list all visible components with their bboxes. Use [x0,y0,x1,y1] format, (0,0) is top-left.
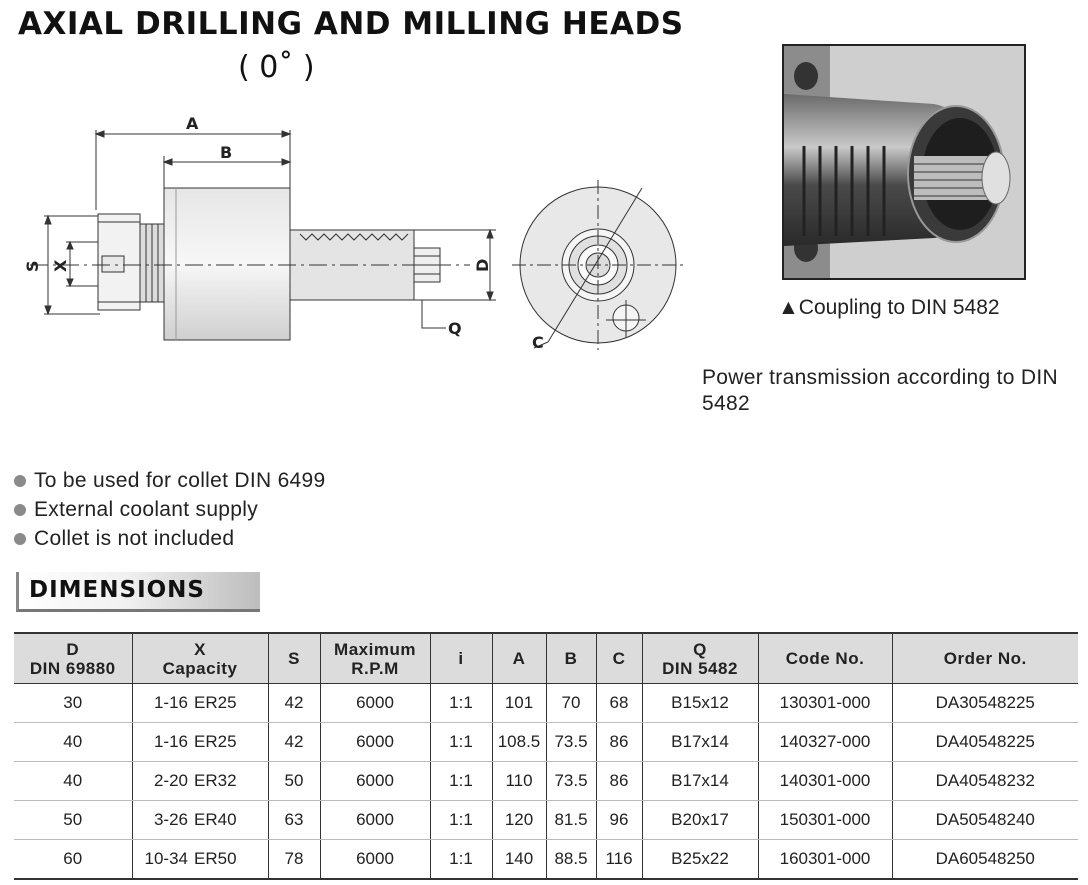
cell-b: 81.5 [546,801,596,840]
table-row [14,762,1078,801]
cell-code: 160301-000 [758,840,892,880]
cell-er: ER32 [194,762,268,801]
cell-order: DA30548225 [892,684,1078,723]
header-order: Order No. [892,633,1078,684]
cell-i: 1:1 [430,762,492,801]
dim-label-s: S [23,260,42,272]
page-title: AXIAL DRILLING AND MILLING HEADS [18,6,684,42]
dim-label-x: X [51,259,70,272]
cell-s: 78 [268,840,320,880]
cell-rpm: 6000 [320,723,430,762]
cell-b: 73.5 [546,723,596,762]
cell-er: ER25 [194,684,268,723]
header-rpm: Maximum R.P.M [320,633,430,684]
header-a: A [492,633,546,684]
cell-q: B17x14 [642,723,758,762]
dim-label-q: Q [448,319,462,338]
power-transmission-text: Power transmission according to DIN 5482 [702,366,1058,415]
cell-c: 68 [596,684,642,723]
header-s: S [268,633,320,684]
cell-order: DA50548240 [892,801,1078,840]
cell-order: DA40548232 [892,762,1078,801]
cell-d: 40 [14,762,132,801]
cell-s: 63 [268,801,320,840]
cell-i: 1:1 [430,723,492,762]
cell-cap: 1-16 [132,723,194,762]
cell-c: 96 [596,801,642,840]
feature-item: Collet is not included [14,524,326,553]
cell-b: 73.5 [546,762,596,801]
cell-rpm: 6000 [320,840,430,880]
cell-er: ER40 [194,801,268,840]
cell-i: 1:1 [430,801,492,840]
cell-d: 30 [14,684,132,723]
cell-s: 42 [268,723,320,762]
cell-order: DA60548250 [892,840,1078,880]
cell-cap: 2-20 [132,762,194,801]
table-row [14,840,1078,880]
header-b: B [546,633,596,684]
header-x: X Capacity [132,633,268,684]
dimensions-table [14,632,1078,880]
cell-d: 60 [14,840,132,880]
cell-rpm: 6000 [320,801,430,840]
cell-s: 50 [268,762,320,801]
cell-i: 1:1 [430,684,492,723]
technical-drawing [0,110,700,360]
dim-label-b: B [220,143,233,162]
cell-d: 50 [14,801,132,840]
angle-label: ( 0˚ ) [238,50,315,85]
cell-cap: 3-26 [132,801,194,840]
table-header-row [14,633,1078,684]
feature-item: To be used for collet DIN 6499 [14,466,326,495]
cell-rpm: 6000 [320,684,430,723]
cell-q: B17x14 [642,762,758,801]
cell-er: ER25 [194,723,268,762]
cell-cap: 10-34 [132,840,194,880]
cell-q: B20x17 [642,801,758,840]
cell-a: 101 [492,684,546,723]
cell-order: DA40548225 [892,723,1078,762]
cell-code: 150301-000 [758,801,892,840]
cell-c: 86 [596,762,642,801]
cell-d: 40 [14,723,132,762]
photo-caption: ▲Coupling to DIN 5482 [778,296,1000,319]
cell-q: B15x12 [642,684,758,723]
cell-i: 1:1 [430,840,492,880]
cell-a: 108.5 [492,723,546,762]
bullet-icon [14,533,26,545]
cell-cap: 1-16 [132,684,194,723]
header-q: Q DIN 5482 [642,633,758,684]
cell-code: 140301-000 [758,762,892,801]
cell-a: 140 [492,840,546,880]
cell-code: 140327-000 [758,723,892,762]
coupling-photo [782,44,1026,280]
cell-a: 110 [492,762,546,801]
cell-s: 42 [268,684,320,723]
cell-b: 70 [546,684,596,723]
cell-q: B25x22 [642,840,758,880]
bullet-icon [14,504,26,516]
table-row [14,801,1078,840]
header-i: i [430,633,492,684]
cell-c: 116 [596,840,642,880]
header-d: D DIN 69880 [14,633,132,684]
table-row [14,684,1078,723]
cell-a: 120 [492,801,546,840]
header-code: Code No. [758,633,892,684]
bullet-icon [14,475,26,487]
feature-item: External coolant supply [14,495,326,524]
feature-list [14,466,326,553]
cell-b: 88.5 [546,840,596,880]
header-c: C [596,633,642,684]
cell-er: ER50 [194,840,268,880]
dim-label-c: C [532,333,544,352]
dim-label-a: A [186,114,199,133]
dim-label-d: D [473,258,492,272]
table-row [14,723,1078,762]
cell-code: 130301-000 [758,684,892,723]
dimensions-heading: DIMENSIONS [16,572,260,612]
cell-c: 86 [596,723,642,762]
cell-rpm: 6000 [320,762,430,801]
